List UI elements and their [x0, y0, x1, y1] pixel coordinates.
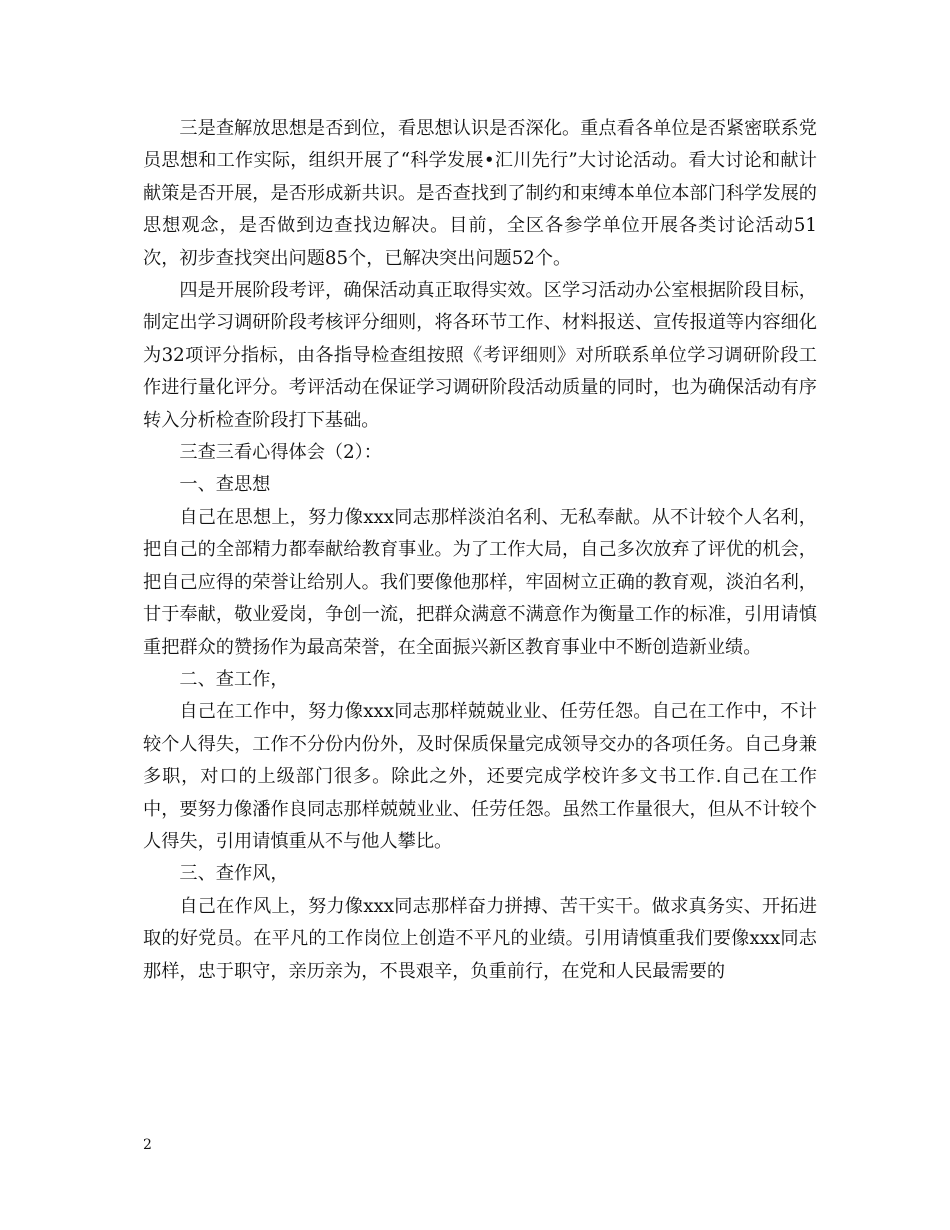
- section-heading: 三、查作风，: [179, 863, 289, 885]
- paragraph-item: 自己在思想上，努力像xxx同志那样淡泊名利、无私奉献。从不计较个人名利，把自己的全部精力都奉献给教育事业。为了工作大局，自己多次放弃了评优的机会，把自己应得的荣誉让给别人。我们要像他那样，牢固树立正确的教育观，淡泊名利，甘于奉献，敬业爱岗，争创一流，把群众满意不满意作为衡量工作的标准，引用请慎重把群众的赞扬作为最高荣誉，在全面振兴新区教育事业中不断创造新业绩。: [143, 506, 817, 658]
- page-number: 2: [143, 1137, 152, 1153]
- section-heading: 一、查思想: [179, 474, 271, 496]
- section-heading: 三查三看心得体会（2）：: [179, 442, 382, 464]
- document-body: [143, 113, 817, 988]
- paragraph-item: 三是查解放思想是否到位，看思想认识是否深化。重点看各单位是否紧密联系党员思想和工作实际，组织开展了“科学发展•汇川先行”大讨论活动。看大讨论和献计献策是否开展，是否形成新共识。是否查找到了制约和束缚本单位本部门科学发展的思想观念，是否做到边查找边解决。目前，全区各参学单位开展各类讨论活动51次，初步查找突出问题85个，已解决突出问题52个。: [143, 118, 817, 269]
- section-heading: 二、查工作，: [179, 668, 289, 690]
- paragraph-item: 自己在作风上，努力像xxx同志那样奋力拼搏、苦干实干。做求真务实、开拓进取的好党员。在平凡的工作岗位上创造不平凡的业绩。引用请慎重我们要像xxx同志那样，忠于职守，亲历亲为，不畏艰辛，负重前行，在党和人民最需要的: [143, 895, 817, 982]
- paragraph-item: 自己在工作中，努力像xxx同志那样兢兢业业、任劳任怨。自己在工作中，不计较个人得失，工作不分份内份外，及时保质保量完成领导交办的各项任务。自己身兼多职，对口的上级部门很多。除此之外，还要完成学校许多文书工作.自己在工作中，要努力像潘作良同志那样兢兢业业、任劳任怨。虽然工作量很大，但从不计较个人得失，引用请慎重从不与他人攀比。: [143, 701, 817, 852]
- paragraph-item: 四是开展阶段考评，确保活动真正取得实效。区学习活动办公室根据阶段目标，制定出学习调研阶段考核评分细则，将各环节工作、材料报送、宣传报道等内容细化为32项评分指标，由各指导检查组按照《考评细则》对所联系单位学习调研阶段工作进行量化评分。考评活动在保证学习调研阶段活动质量的同时，也为确保活动有序转入分析检查阶段打下基础。: [143, 280, 817, 431]
